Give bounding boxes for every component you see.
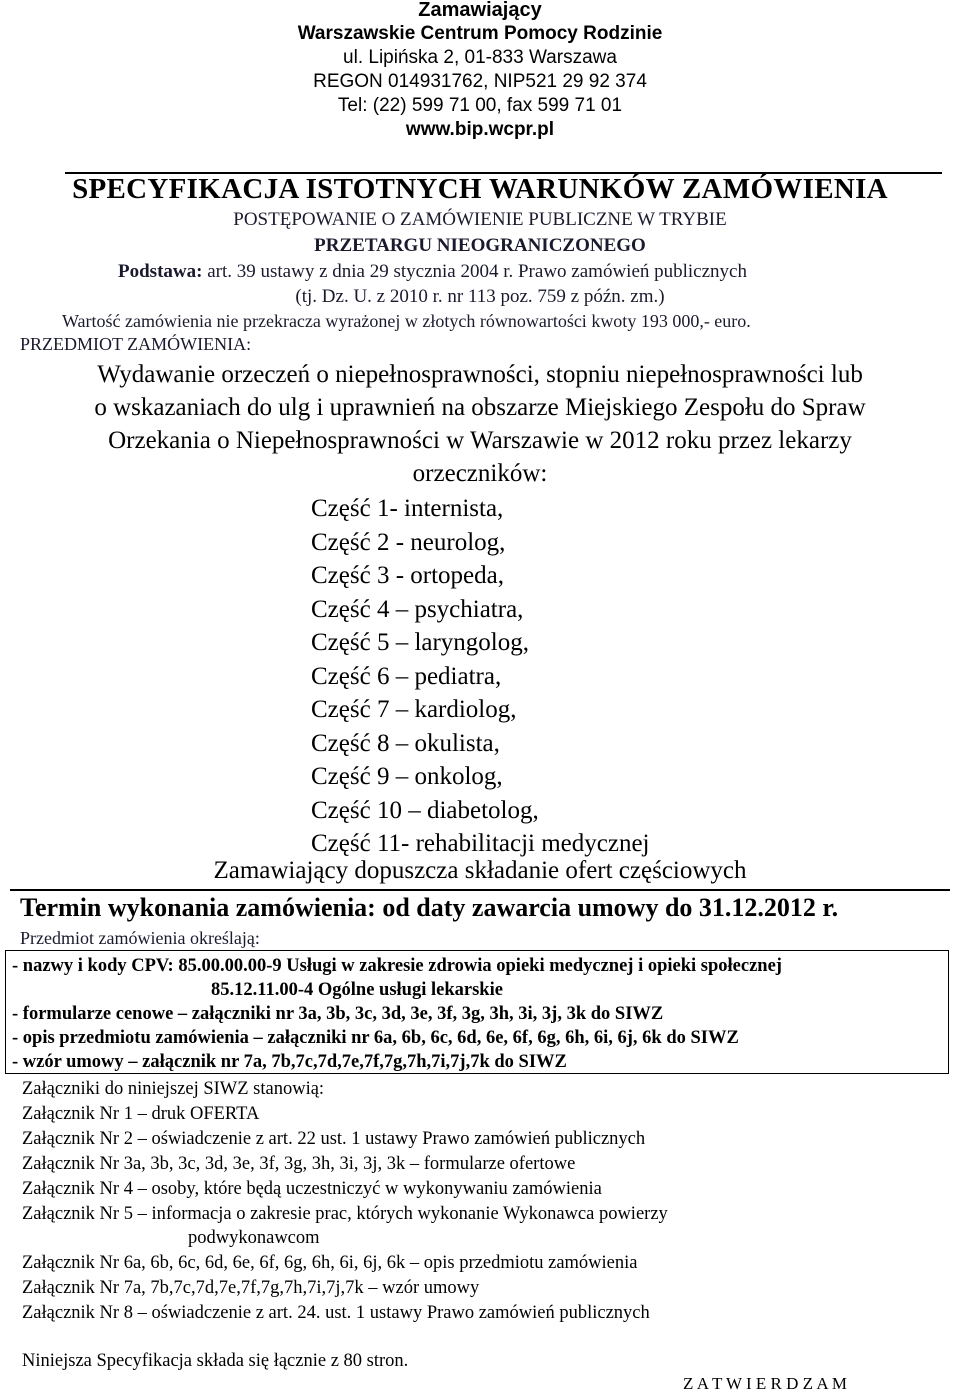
- subject-line-3: Orzekania o Niepełnosprawności w Warszawie w 2012 roku przez lekarzy: [108, 427, 852, 454]
- subject-heading: PRZEDMIOT ZAMÓWIENIA:: [20, 334, 252, 354]
- legal-basis-citation: (tj. Dz. U. z 2010 r. nr 113 poz. 759 z późn. zm.): [295, 286, 665, 307]
- subject-line-4: orzeczników:: [412, 460, 548, 487]
- list-item: Załącznik Nr 3a, 3b, 3c, 3d, 3e, 3f, 3g, 3h, 3i, 3j, 3k – formularze ofertowe: [22, 1154, 576, 1174]
- list-item-continuation: podwykonawcom: [188, 1228, 320, 1248]
- subject-line-2: o wskazaniach do ulg i uprawnień na obszarze Miejskiego Zespołu do Spraw: [94, 394, 866, 421]
- list-item: Część 1- internista,: [311, 495, 504, 522]
- list-item: Część 11- rehabilitacji medycznej: [311, 830, 650, 857]
- list-item: Załącznik Nr 6a, 6b, 6c, 6d, 6e, 6f, 6g, 6h, 6i, 6j, 6k – opis przedmiotu zamówienia: [22, 1253, 638, 1273]
- list-item: Część 3 - ortopeda,: [311, 562, 504, 589]
- list-item: Część 5 – laryngolog,: [311, 629, 530, 656]
- contracting-authority-header: [0, 0, 960, 142]
- partial-offers-note: Zamawiający dopuszcza składanie ofert częściowych: [213, 857, 747, 884]
- cpv-line-5: - wzór umowy – załącznik nr 7a, 7b,7c,7d,7e,7f,7g,7h,7i,7j,7k do SIWZ: [12, 1052, 567, 1072]
- attachments-intro: Załączniki do niniejszej SIWZ stanowią:: [22, 1079, 325, 1099]
- header-line-regon: REGON 014931762, NIP521 29 92 374: [313, 71, 647, 92]
- document-title: SPECYFIKACJA ISTOTNYCH WARUNKÓW ZAMÓWIENIA: [72, 173, 888, 205]
- procedure-line-1: POSTĘPOWANIE O ZAMÓWIENIE PUBLICZNE W TRYBIE: [233, 209, 727, 230]
- subject-line-1: Wydawanie orzeczeń o niepełnosprawności, stopniu niepełnosprawności lub: [97, 361, 863, 388]
- contract-parts-list: [311, 492, 650, 861]
- determined-by-label: Przedmiot zamówienia określają:: [20, 928, 260, 948]
- section-divider: [10, 889, 950, 891]
- list-item: Załącznik Nr 7a, 7b,7c,7d,7e,7f,7g,7h,7i,7j,7k – wzór umowy: [22, 1278, 480, 1298]
- list-item: Część 8 – okulista,: [311, 729, 500, 757]
- list-item: Część 6 – pediatra,: [311, 662, 502, 690]
- execution-deadline: Termin wykonania zamówienia: od daty zawarcia umowy do 31.12.2012 r.: [20, 893, 839, 922]
- cpv-line-2: 85.12.11.00-4 Ogólne usługi lekarskie: [211, 980, 503, 1000]
- value-note: Wartość zamówienia nie przekracza wyrażonej w złotych równowartości kwoty 193 000,- euro.: [62, 311, 751, 331]
- list-item: Załącznik Nr 2 – oświadczenie z art. 22 ust. 1 ustawy Prawo zamówień publicznych: [22, 1129, 646, 1149]
- approval-label: Z A T W I E R D Z A M: [683, 1374, 848, 1393]
- procedure-line-2: PRZETARGU NIEOGRANICZONEGO: [314, 235, 646, 256]
- cpv-line-1: - nazwy i kody CPV: 85.00.00.00-9 Usługi w zakresie zdrowia opieki medycznej i opieki społecznej: [12, 956, 782, 976]
- page-count-note: Niniejsza Specyfikacja składa się łącznie z 80 stron.: [22, 1351, 409, 1371]
- header-line-address: ul. Lipińska 2, 01-833 Warszawa: [343, 47, 617, 68]
- list-item: Część 10 – diabetolog,: [311, 796, 539, 824]
- list-item: Załącznik Nr 4 – osoby, które będą uczestniczyć w wykonywaniu zamówienia: [22, 1179, 602, 1199]
- header-line-phone: Tel: (22) 599 71 00, fax 599 71 01: [337, 95, 623, 116]
- list-item: Część 9 – onkolog,: [311, 763, 503, 790]
- list-item: Część 4 – psychiatra,: [311, 595, 524, 623]
- header-line-title: Zamawiający: [418, 0, 542, 21]
- cpv-line-3: - formularze cenowe – załączniki nr 3a, 3b, 3c, 3d, 3e, 3f, 3g, 3h, 3i, 3j, 3k do SIWZ: [12, 1004, 664, 1024]
- list-item: Część 7 – kardiolog,: [311, 696, 517, 723]
- legal-basis-text: art. 39 ustawy z dnia 29 stycznia 2004 r. Prawo zamówień publicznych: [202, 261, 747, 282]
- list-item: Załącznik Nr 8 – oświadczenie z art. 24. ust. 1 ustawy Prawo zamówień publicznych: [22, 1303, 650, 1323]
- legal-basis-label: Podstawa:: [118, 261, 203, 282]
- legal-basis: [118, 261, 747, 283]
- cpv-line-4: - opis przedmiotu zamówienia – załączniki nr 6a, 6b, 6c, 6d, 6e, 6f, 6g, 6h, 6i, 6j, 6k do SIWZ: [12, 1028, 739, 1048]
- header-line-institution: Warszawskie Centrum Pomocy Rodzinie: [297, 23, 663, 44]
- list-item: Część 2 - neurolog,: [311, 528, 506, 556]
- cpv-box: [5, 950, 949, 1074]
- header-line-website: www.bip.wcpr.pl: [405, 119, 555, 140]
- list-item: Załącznik Nr 1 – druk OFERTA: [22, 1104, 260, 1124]
- list-item: Załącznik Nr 5 – informacja o zakresie prac, których wykonanie Wykonawca powierzy: [22, 1204, 668, 1224]
